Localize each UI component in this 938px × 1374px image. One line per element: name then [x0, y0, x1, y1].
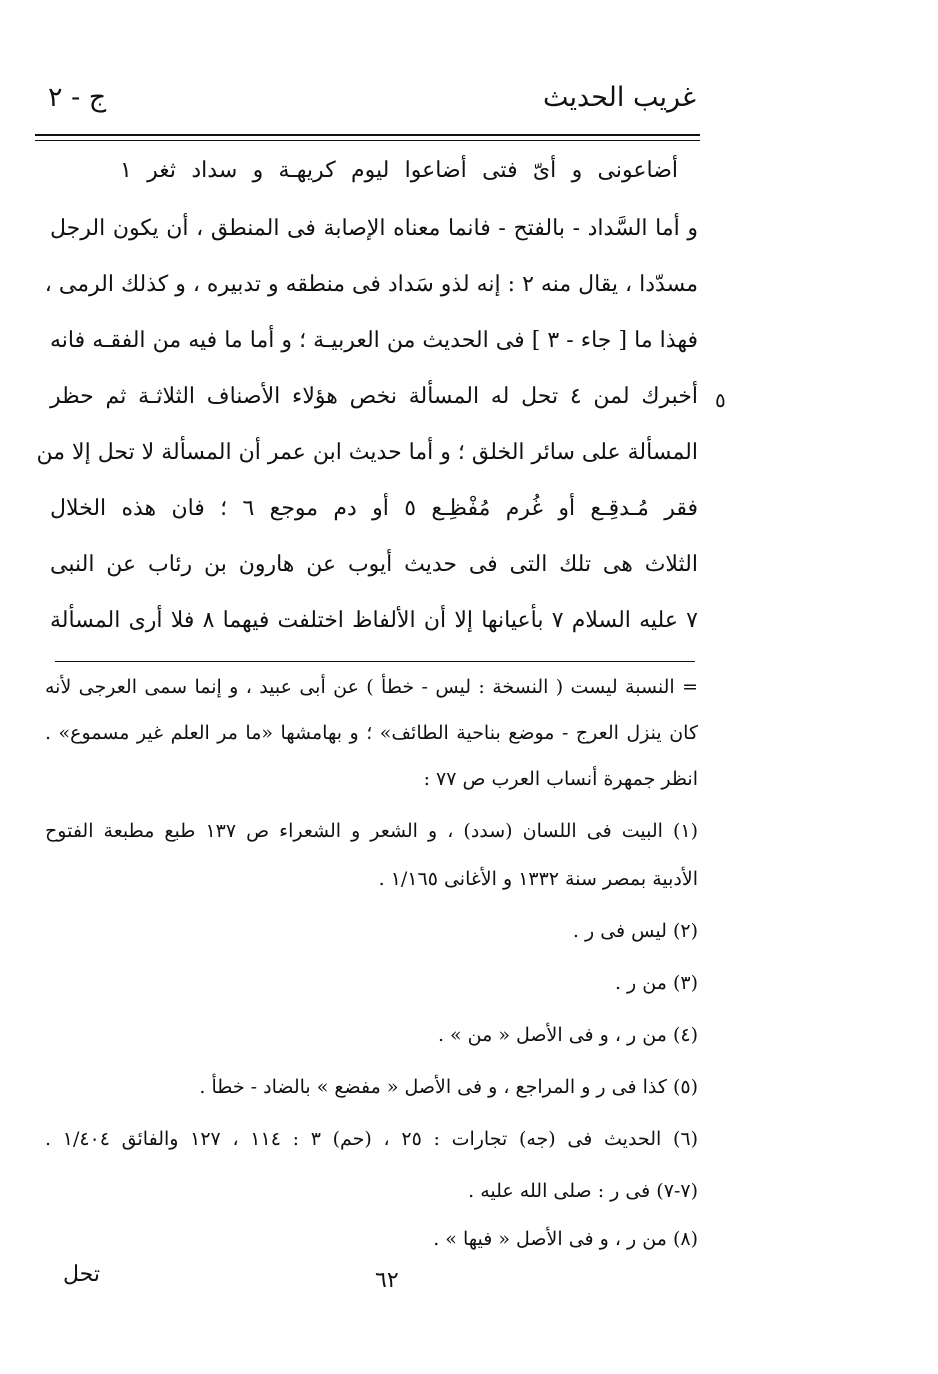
text-line: فهذا ما [ جاء - ٣ ] فى الحديث من العربيـة ؛ و أما ما فيه من الفقـه فانه	[50, 328, 698, 353]
text-line: فقر مُـدقِـع أو غُرم مُفْظِـع ٥ أو دم موجع ٦ ؛ فان هذه الخلال	[50, 496, 698, 521]
header-rule-thin	[35, 140, 700, 141]
footnote-7: (٧-٧) فى ر : صلى الله عليه .	[468, 1180, 698, 1202]
header-rule	[35, 134, 700, 136]
poetry-verse: أضاعونى و أىّ فتى أضاعوا ليوم كريهـة و سداد ثغر ١	[120, 158, 678, 183]
footnote-6: (٦) الحديث فى (جه) تجارات : ٢٥ ، (حم) ٣ : ١١٤ ، ١٢٧ والفائق ١/٤٠٤ .	[45, 1128, 699, 1150]
volume-marker: ج - ٢	[48, 82, 107, 113]
footnote-3: (٣) من ر .	[614, 972, 698, 994]
text-line: مسدّدا ، يقال منه ٢ : إنه لذو سَداد فى منطقه و تدبيره ، و كذلك الرمى ،	[44, 272, 698, 297]
running-title: غريب الحديث	[543, 82, 696, 113]
footnote-line: = النسبة ليست ( النسخة : ليس - خطأ ) عن أبى عبيد ، و إنما سمى العرجى لأنه	[45, 676, 698, 698]
footnote-separator	[55, 661, 695, 662]
text-line: أخبرك لمن ٤ تحل له المسألة نخص هؤلاء الأصناف الثلاثـة ثم حظر	[50, 384, 698, 409]
text-line: و أما السَّداد - بالفتح - فانما معناه الإصابة فى المنطق ، أن يكون الرجل	[50, 216, 698, 241]
text-line: الثلاث هى تلك التى فى حديث أيوب عن هارون بن رئاب عن النبى	[50, 552, 698, 577]
page-number: ٦٢	[375, 1268, 399, 1293]
footnote-line: كان ينزل العرج - موضع بناحية الطائف» ؛ و بهامشها «ما مر العلم غير مسموع» .	[45, 722, 698, 744]
footnote-5: (٥) كذا فى ر و المراجع ، و فى الأصل « مفضع » بالضاد - خطأ .	[199, 1076, 698, 1098]
footnote-8: (٨) من ر ، و فى الأصل « فيها » .	[433, 1228, 698, 1250]
footnote-1: (١) البيت فى اللسان (سدد) ، و الشعر و الشعراء ص ١٣٧ طبع مطبعة الفتوح	[45, 820, 698, 842]
footnote-1-cont: الأدبية بمصر سنة ١٣٣٢ و الأغانى ١/١٦٥ .	[378, 868, 698, 890]
text-line: المسألة على سائر الخلق ؛ و أما حديث ابن عمر أن المسألة لا تحل إلا من	[36, 440, 698, 465]
line-number-marker: ٥	[715, 388, 726, 412]
footnote-4: (٤) من ر ، و فى الأصل « من » .	[437, 1024, 698, 1046]
footnote-2: (٢) ليس فى ر .	[572, 920, 698, 942]
footnote-line: انظر جمهرة أنساب العرب ص ٧٧ :	[423, 768, 698, 790]
catchword: تحل	[63, 1262, 100, 1287]
text-line: ٧ عليه السلام ٧ بأعيانها إلا أن الألفاظ اختلفت فيهما ٨ فلا أرى المسألة	[50, 608, 698, 633]
